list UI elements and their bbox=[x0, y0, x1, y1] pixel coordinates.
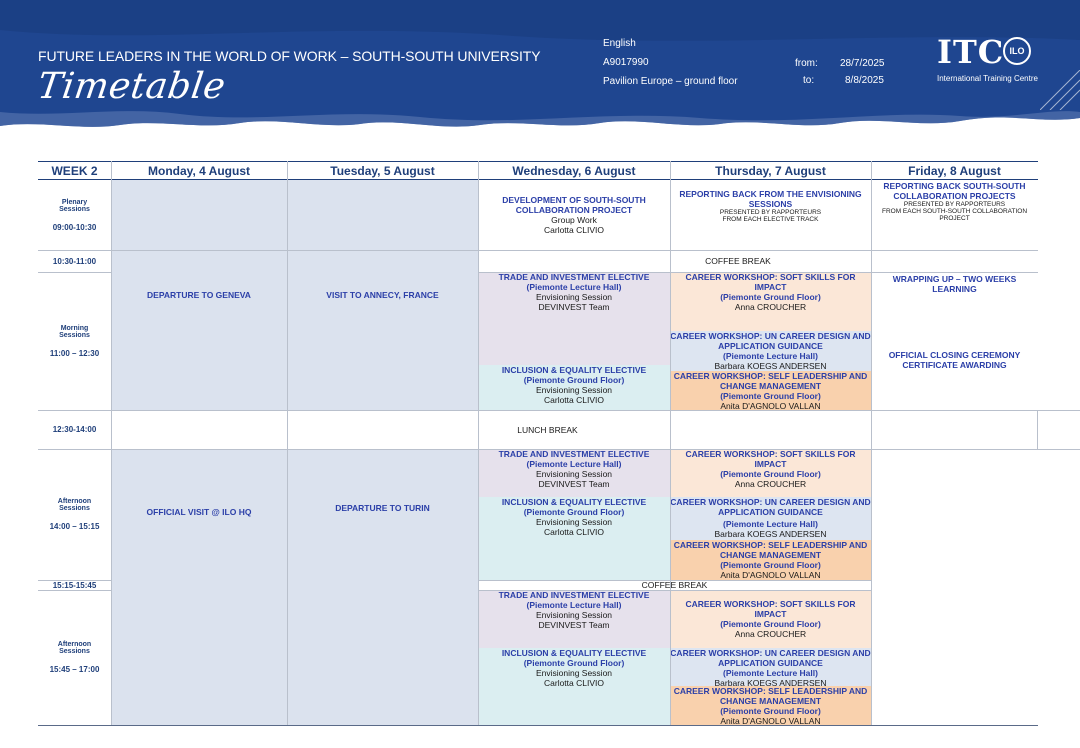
day-header-monday: Monday, 4 August bbox=[111, 161, 287, 180]
venue: Pavilion Europe – ground floor bbox=[603, 76, 738, 87]
session-type: Envisioning Session bbox=[535, 517, 613, 527]
session-room: (Piemonte Lecture Hall) bbox=[723, 519, 818, 529]
thursday-afternoon2-self-leadership bbox=[670, 686, 871, 725]
session-person: DEVINVEST Team bbox=[538, 302, 610, 312]
tuesday-morning-block bbox=[287, 180, 478, 410]
day-header-thursday: Thursday, 7 August bbox=[670, 161, 871, 180]
session-room: (Piemonte Lecture Hall) bbox=[723, 351, 818, 361]
thursday-afternoon1-self-leadership bbox=[670, 540, 871, 580]
friday-morning-block bbox=[871, 272, 1038, 410]
slot-label: Afternoon Sessions bbox=[57, 498, 92, 512]
time-slot-morning bbox=[38, 272, 111, 410]
session-title: DEPARTURE TO GENEVA bbox=[147, 290, 251, 300]
session-title: CAREER WORKSHOP: UN CAREER DESIGN AND APPLICATION GUIDANCE bbox=[670, 497, 871, 517]
session-person: Carlotta CLIVIO bbox=[544, 527, 604, 537]
session-room: (Piemonte Ground Floor) bbox=[523, 658, 625, 668]
session-title: CAREER WORKSHOP: SOFT SKILLS FOR IMPACT bbox=[685, 449, 856, 469]
session-title: OFFICIAL VISIT @ ILO HQ bbox=[146, 507, 252, 517]
session-room: (Piemonte Lecture Hall) bbox=[526, 282, 622, 292]
grid-line bbox=[38, 250, 1038, 251]
session-room: (Piemonte Ground Floor) bbox=[720, 706, 821, 716]
session-title: CAREER WORKSHOP: SELF LEADERSHIP AND CHANGE MANAGEMENT bbox=[673, 686, 868, 706]
grid-line bbox=[1037, 410, 1038, 449]
time-slot-lunch bbox=[38, 410, 111, 449]
session-room: (Piemonte Ground Floor) bbox=[523, 507, 625, 517]
session-title: INCLUSION & EQUALITY ELECTIVE bbox=[501, 497, 647, 507]
thursday-morning-un-career bbox=[670, 331, 871, 371]
day-header-friday: Friday, 8 August bbox=[871, 161, 1038, 180]
thursday-afternoon2-un-career bbox=[670, 648, 871, 686]
session-note: PRESENTED BY RAPPORTEURS FROM EACH SOUTH-SOUTH COLLABORATION PROJECT bbox=[881, 201, 1028, 222]
slot-label: Morning Sessions bbox=[59, 324, 90, 339]
grid-line bbox=[871, 161, 872, 725]
grid-line bbox=[38, 590, 111, 591]
time-slot-coffee2 bbox=[38, 580, 111, 590]
session-type: Envisioning Session bbox=[535, 292, 613, 302]
thursday-morning-self-leadership bbox=[670, 371, 871, 410]
session-person: Barbara KOEGS ANDERSEN bbox=[714, 678, 827, 686]
session-person: Carlotta CLIVIO bbox=[544, 678, 604, 688]
break-label: LUNCH BREAK bbox=[517, 424, 578, 435]
from-label: from: bbox=[795, 58, 818, 69]
itc-logo: ITC bbox=[937, 33, 1005, 71]
time-slot-plenary bbox=[38, 180, 111, 250]
session-room: (Piemonte Lecture Hall) bbox=[526, 459, 622, 469]
header-banner bbox=[0, 0, 1080, 140]
session-type: Group Work bbox=[551, 215, 597, 225]
ilo-seal-icon: ILO bbox=[1003, 37, 1031, 65]
grid-line bbox=[478, 580, 871, 581]
session-note: PRESENTED BY RAPPORTEURS FROM EACH ELECTIVE TRACK bbox=[719, 209, 822, 223]
coffee-break-morning bbox=[478, 250, 1038, 272]
slot-label: Plenary Sessions bbox=[59, 198, 90, 213]
session-person: Anita D'AGNOLO VALLAN bbox=[720, 570, 821, 580]
session-room: (Piemonte Ground Floor) bbox=[720, 292, 821, 302]
session-title: INCLUSION & EQUALITY ELECTIVE bbox=[501, 365, 647, 375]
tuesday-afternoon-block bbox=[287, 449, 478, 725]
wednesday-afternoon2-trade bbox=[478, 590, 670, 648]
wrap-up-session: WRAPPING UP – TWO WEEKS LEARNING bbox=[892, 274, 1017, 294]
slot-time: 14:00 – 15:15 bbox=[49, 522, 100, 531]
slot-time: 10:30-11:00 bbox=[52, 256, 97, 266]
session-room: (Piemonte Lecture Hall) bbox=[723, 668, 818, 678]
slot-label: Afternoon Sessions bbox=[57, 641, 92, 655]
grid-line bbox=[478, 161, 479, 725]
session-room: (Piemonte Lecture Hall) bbox=[526, 600, 622, 610]
session-title: REPORTING BACK SOUTH-SOUTH COLLABORATION PROJECTS bbox=[883, 181, 1026, 201]
grid-line bbox=[287, 161, 288, 725]
grid-line bbox=[478, 272, 1038, 273]
session-person: Anita D'AGNOLO VALLAN bbox=[720, 401, 821, 410]
wednesday-morning-inclusion bbox=[478, 365, 670, 410]
session-title: REPORTING BACK FROM THE ENVISIONING SESSIONS bbox=[679, 189, 862, 209]
thursday-afternoon1-un-career bbox=[670, 497, 871, 540]
session-title: CAREER WORKSHOP: SELF LEADERSHIP AND CHANGE MANAGEMENT bbox=[673, 540, 868, 560]
thursday-afternoon1-soft-skills bbox=[670, 449, 871, 497]
day-header-wednesday: Wednesday, 6 August bbox=[478, 161, 670, 180]
slot-time: 12:30-14:00 bbox=[52, 425, 97, 434]
session-person: Carlotta CLIVIO bbox=[544, 225, 604, 235]
session-title: CAREER WORKSHOP: SOFT SKILLS FOR IMPACT bbox=[685, 599, 856, 619]
session-person: Anna CROUCHER bbox=[734, 479, 807, 489]
grid-line bbox=[38, 272, 111, 273]
session-type: Envisioning Session bbox=[535, 610, 613, 620]
session-room: (Piemonte Ground Floor) bbox=[720, 560, 821, 570]
session-person: Anna CROUCHER bbox=[734, 302, 807, 312]
session-title: CAREER WORKSHOP: UN CAREER DESIGN AND APPLICATION GUIDANCE bbox=[670, 648, 871, 668]
session-person: Barbara KOEGS ANDERSEN bbox=[714, 361, 827, 371]
session-type: Envisioning Session bbox=[535, 385, 613, 395]
slot-time: 15:45 – 17:00 bbox=[49, 665, 100, 674]
week-label: WEEK 2 bbox=[38, 161, 111, 180]
session-person: Barbara KOEGS ANDERSEN bbox=[714, 529, 827, 539]
break-label: COFFEE BREAK bbox=[641, 580, 708, 590]
session-title: TRADE AND INVESTMENT ELECTIVE bbox=[498, 449, 650, 459]
time-slot-afternoon1 bbox=[38, 449, 111, 580]
grid-line bbox=[478, 590, 871, 591]
language: English bbox=[603, 38, 636, 49]
thursday-morning-soft-skills bbox=[670, 272, 871, 331]
wednesday-morning-trade bbox=[478, 272, 670, 365]
thursday-plenary-session bbox=[670, 180, 871, 250]
session-person: DEVINVEST Team bbox=[538, 479, 610, 489]
grid-line bbox=[670, 161, 671, 725]
monday-afternoon-block bbox=[111, 449, 287, 725]
session-person: Anita D'AGNOLO VALLAN bbox=[720, 716, 821, 725]
session-title: DEVELOPMENT OF SOUTH-SOUTH COLLABORATION PROJECT bbox=[502, 195, 646, 215]
slot-time: 11:00 – 12:30 bbox=[49, 348, 100, 358]
session-title: VISIT TO ANNECY, FRANCE bbox=[326, 290, 439, 300]
session-title: INCLUSION & EQUALITY ELECTIVE bbox=[501, 648, 647, 658]
session-person: Anna CROUCHER bbox=[734, 629, 807, 639]
session-title: DEPARTURE TO TURIN bbox=[335, 503, 430, 513]
day-header-tuesday: Tuesday, 5 August bbox=[287, 161, 478, 180]
grid-line bbox=[38, 449, 1080, 450]
corner-stripes-icon bbox=[1040, 70, 1080, 110]
session-room: (Piemonte Ground Floor) bbox=[523, 375, 625, 385]
coffee-break-afternoon bbox=[478, 580, 871, 590]
session-room: (Piemonte Ground Floor) bbox=[720, 469, 821, 479]
break-label: COFFEE BREAK bbox=[705, 256, 771, 266]
program-title: FUTURE LEADERS IN THE WORLD OF WORK – SOUTH-SOUTH UNIVERSITY bbox=[38, 48, 541, 64]
slot-time: 15:15-15:45 bbox=[52, 580, 97, 590]
session-title: TRADE AND INVESTMENT ELECTIVE bbox=[498, 272, 650, 282]
course-code: A9017990 bbox=[603, 57, 649, 68]
from-date: 28/7/2025 bbox=[840, 58, 885, 69]
session-title: CAREER WORKSHOP: SELF LEADERSHIP AND CHANGE MANAGEMENT bbox=[673, 371, 868, 391]
closing-ceremony: OFFICIAL CLOSING CEREMONY CERTIFICATE AWARDING bbox=[888, 350, 1021, 370]
wednesday-plenary-session bbox=[478, 180, 670, 250]
monday-morning-block bbox=[111, 180, 287, 410]
friday-plenary-session bbox=[871, 180, 1038, 250]
friday-afternoon-empty bbox=[871, 449, 1038, 725]
grid-line bbox=[38, 410, 1080, 411]
lunch-break bbox=[111, 410, 1038, 449]
session-person: DEVINVEST Team bbox=[538, 620, 610, 630]
session-title: TRADE AND INVESTMENT ELECTIVE bbox=[498, 590, 650, 600]
time-slot-afternoon2 bbox=[38, 590, 111, 725]
session-type: Envisioning Session bbox=[535, 469, 613, 479]
wednesday-afternoon2-inclusion bbox=[478, 648, 670, 725]
grid-line bbox=[38, 725, 1038, 726]
timetable-heading: Timetable bbox=[35, 66, 229, 107]
to-label: to: bbox=[803, 75, 815, 86]
session-room: (Piemonte Ground Floor) bbox=[720, 391, 821, 401]
session-type: Envisioning Session bbox=[535, 668, 613, 678]
wednesday-afternoon1-inclusion bbox=[478, 497, 670, 580]
session-room: (Piemonte Ground Floor) bbox=[720, 619, 821, 629]
logo-subtitle: International Training Centre bbox=[937, 74, 1038, 83]
slot-time: 09:00-10:30 bbox=[52, 222, 97, 232]
to-date: 8/8/2025 bbox=[845, 75, 884, 86]
wednesday-afternoon1-trade bbox=[478, 449, 670, 497]
time-slot-coffee1 bbox=[38, 250, 111, 272]
grid-line bbox=[111, 161, 112, 725]
grid-line bbox=[38, 580, 111, 581]
session-title: CAREER WORKSHOP: SOFT SKILLS FOR IMPACT bbox=[685, 272, 856, 292]
session-title: CAREER WORKSHOP: UN CAREER DESIGN AND APPLICATION GUIDANCE bbox=[670, 331, 871, 351]
session-person: Carlotta CLIVIO bbox=[544, 395, 604, 405]
thursday-afternoon2-soft-skills bbox=[670, 590, 871, 648]
